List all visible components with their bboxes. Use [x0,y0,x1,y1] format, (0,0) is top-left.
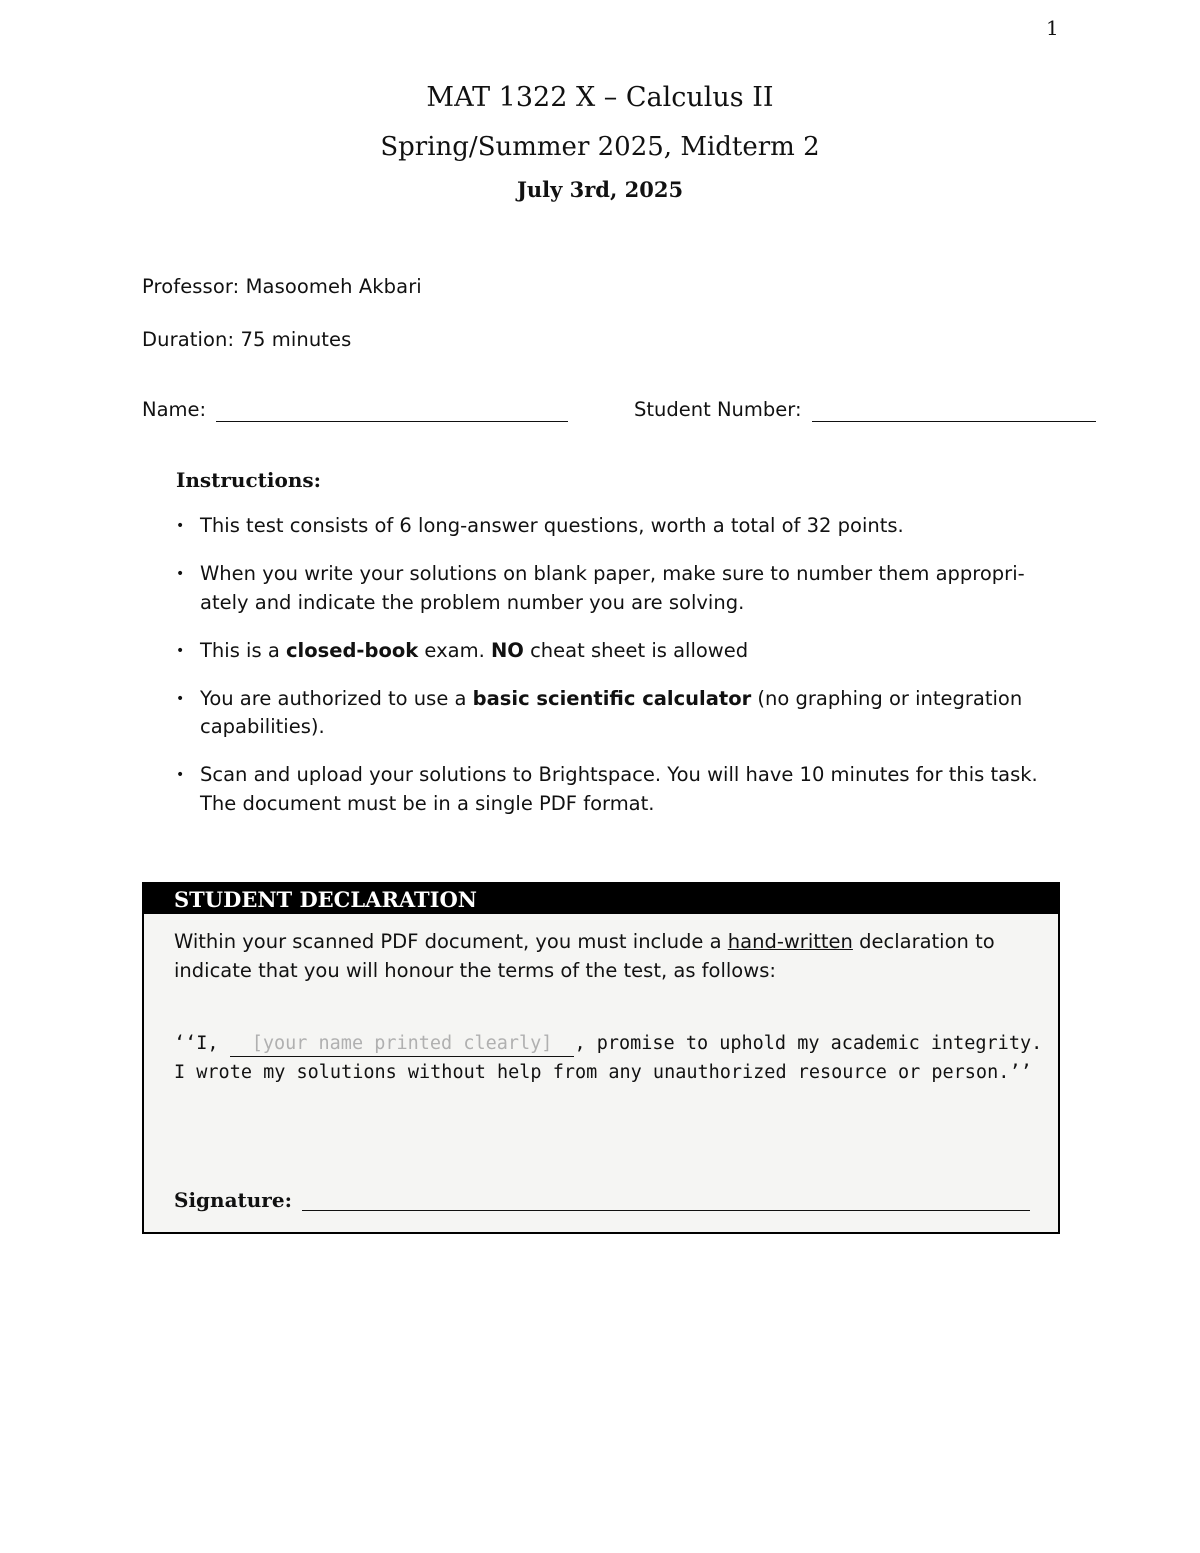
bullet-icon: • [176,566,185,582]
instruction-text: This test consists of 6 long-answer questions, worth a total of 32 points. [200,514,904,537]
name-placeholder: [your name printed clearly] [230,1032,575,1057]
instruction-item [176,685,1066,742]
name-field[interactable] [216,421,568,422]
page-number: 1 [1046,16,1059,40]
declaration-header-text: STUDENT DECLARATION [174,887,477,912]
instruction-text: When you write your solutions on blank paper, make sure to number them appropri- ately and indicate the problem number you are solving. [200,562,1025,614]
instruction-item [176,512,1066,541]
exam-title: Spring/Summer 2025, Midterm 2 [380,132,820,162]
bullet-icon: • [176,642,185,659]
professor-line: Professor: Masoomeh Akbari [142,275,422,298]
instruction-text: You are authorized to use a basic scientific calculator (no graphing or integration capabilities). [200,686,1023,738]
name-label: Name: [142,398,207,421]
declaration-header [144,884,1058,914]
declaration-text: Within your scanned PDF document, you must include a hand-written declaration to indicate that you will honour the terms of the test, as follows: [174,930,995,982]
instruction-item [176,560,1066,617]
bullet-icon: • [176,690,185,707]
student-number-field[interactable] [812,421,1096,422]
signature-field[interactable] [302,1210,1030,1211]
instruction-text: This is a closed-book exam. NO cheat sheet is allowed [200,638,749,662]
instructions-list [176,512,1066,838]
exam-date: July 3rd, 2025 [516,177,684,202]
student-declaration-box [142,882,1060,1234]
duration-line: Duration: 75 minutes [142,328,352,351]
bullet-icon: • [176,767,185,783]
course-title: MAT 1322 X – Calculus II [426,82,774,113]
instructions-title: Instructions: [176,468,322,492]
instruction-item [176,637,1066,666]
instruction-item [176,761,1066,818]
bullet-icon: • [176,518,185,534]
signature-label: Signature: [174,1188,292,1212]
student-number-label: Student Number: [634,398,802,421]
declaration-quote: ‘‘I, [your name printed clearly] , promise to uphold my academic integrity. I wrote my solutions without help from any unauthorized resource or person.’’ [174,1033,1043,1083]
instruction-text: Scan and upload your solutions to Brightspace. You will have 10 minutes for this task. The document must be in a single PDF format. [200,763,1038,815]
